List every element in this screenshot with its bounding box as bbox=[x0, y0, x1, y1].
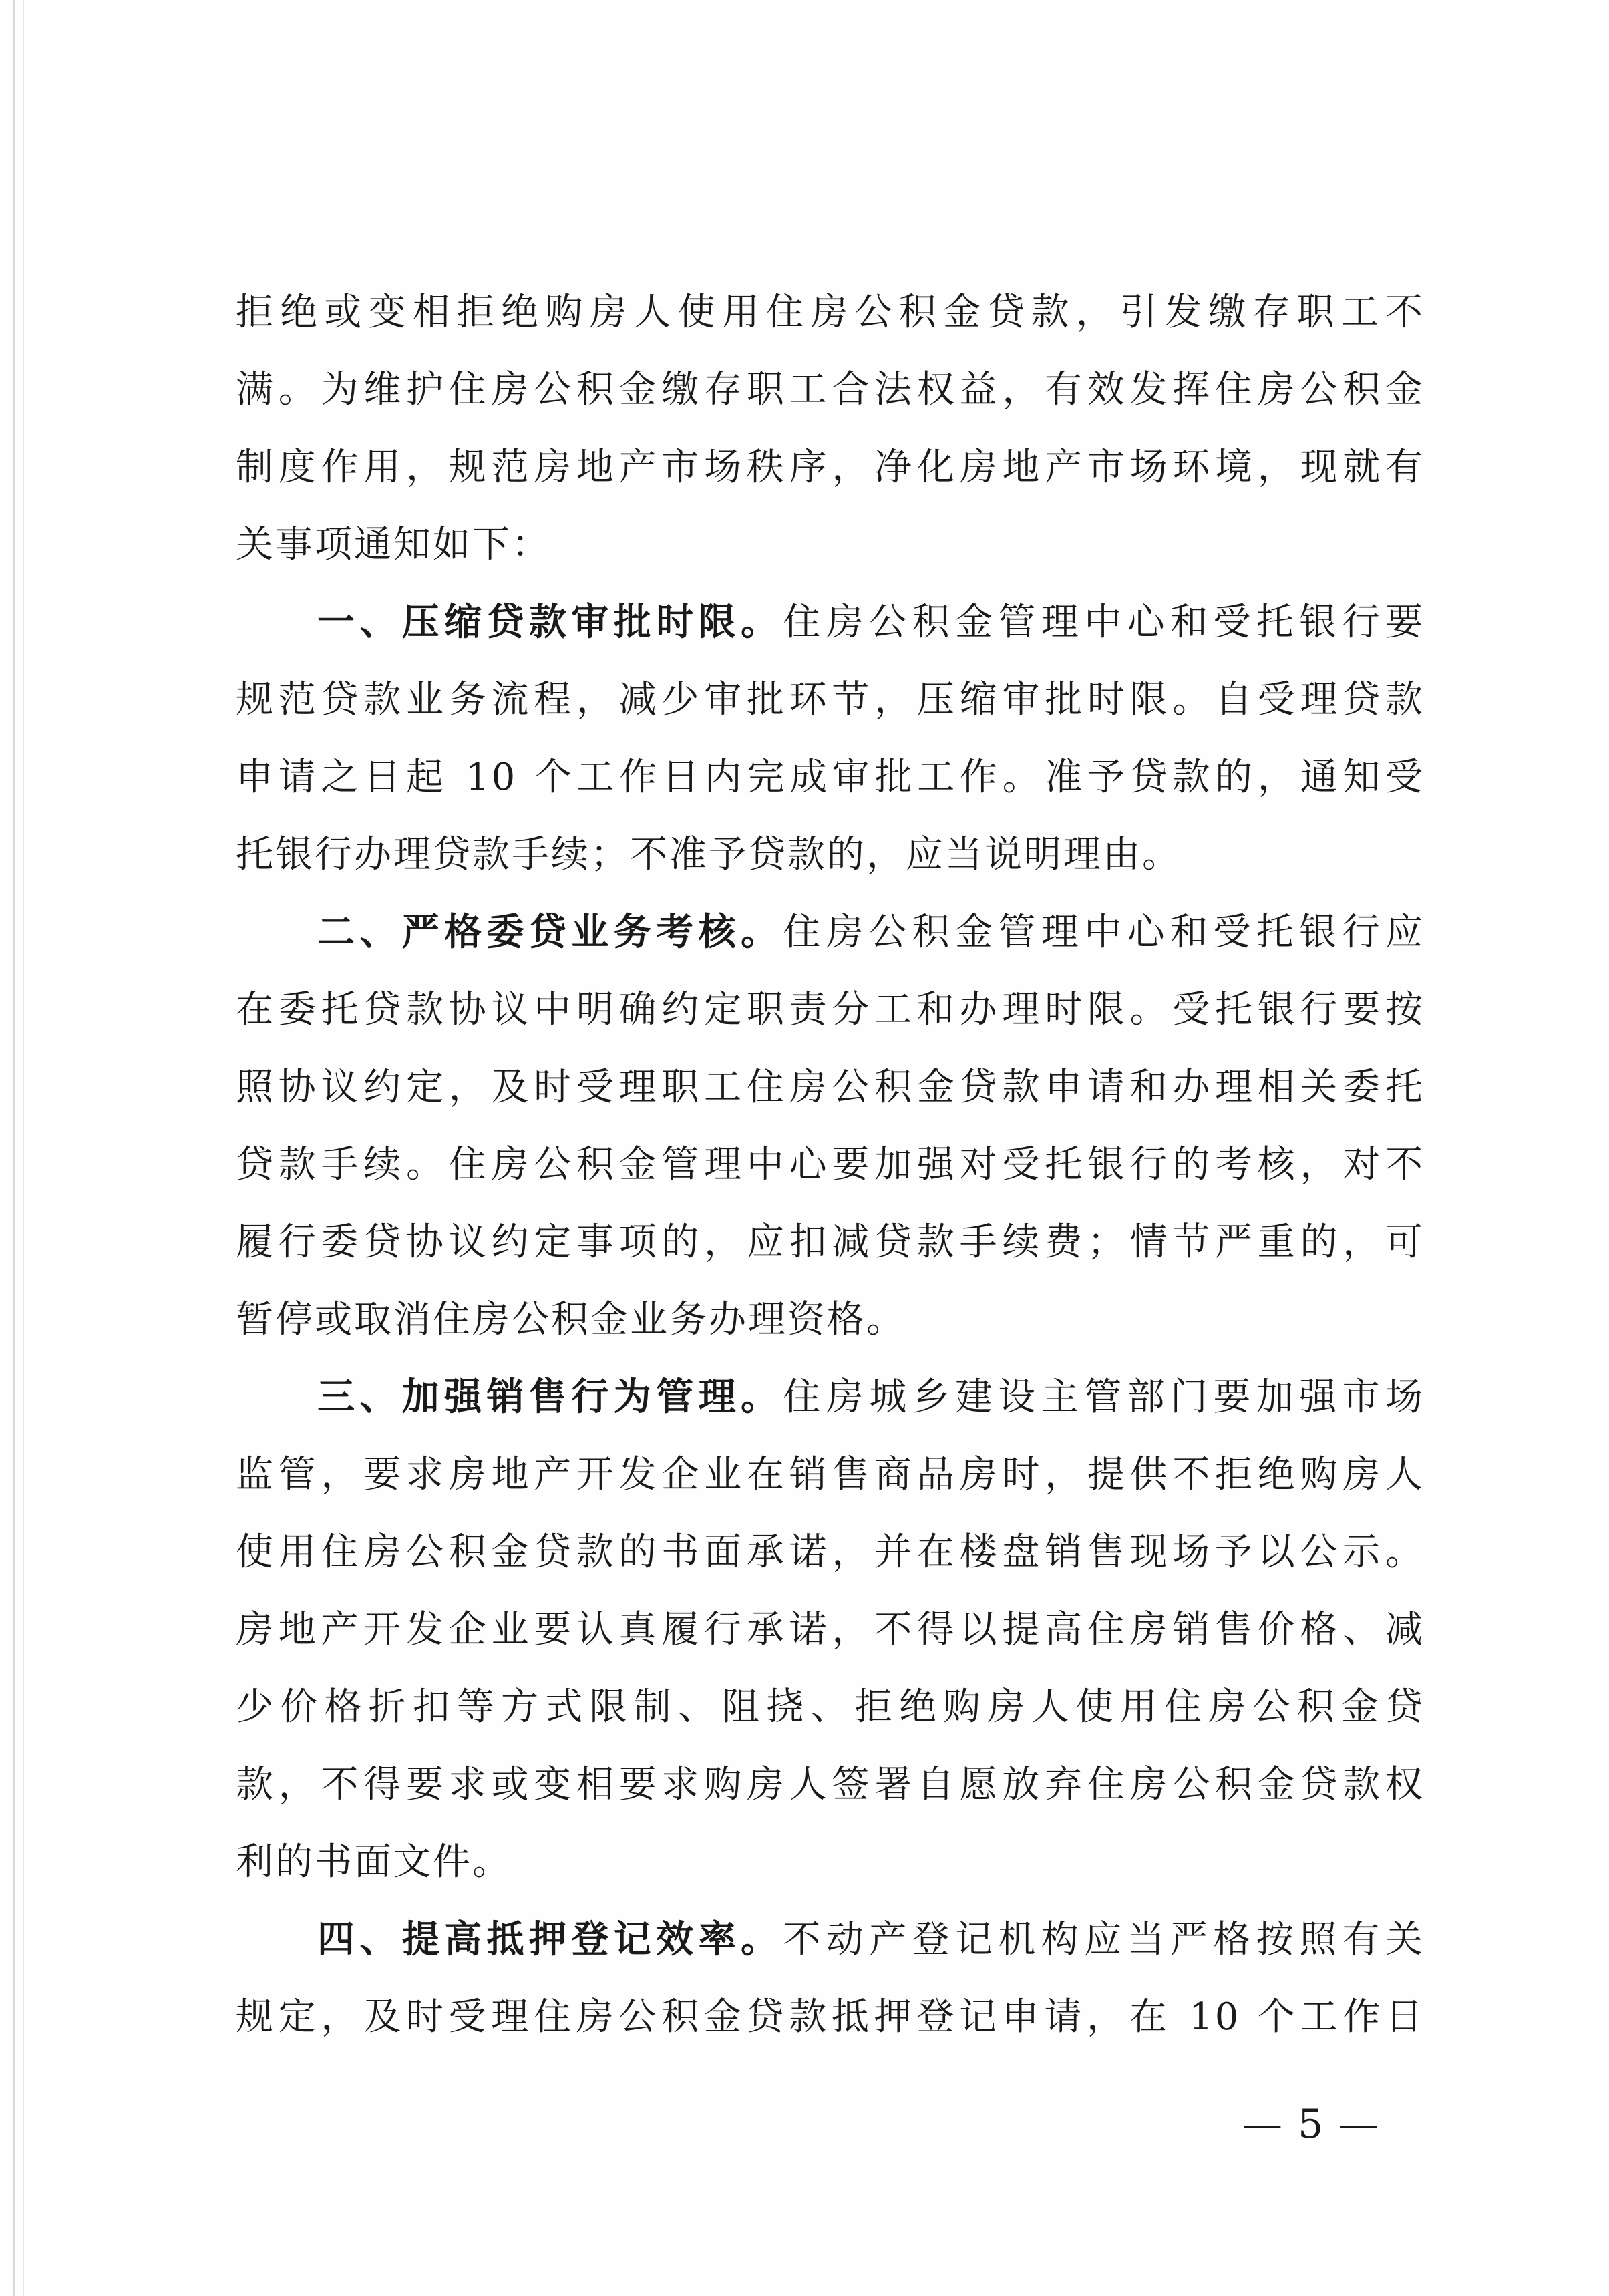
text-line: 照协议约定，及时受理职工住房公积金贷款申请和办理相关委托 bbox=[236, 1065, 1425, 1109]
text-line: 少价格折扣等方式限制、阻挠、拒绝购房人使用住房公积金贷 bbox=[236, 1685, 1425, 1729]
section-heading: 四、提高抵押登记效率。 bbox=[317, 1918, 783, 1961]
text-line: 履行委贷协议约定事项的，应扣减贷款手续费；情节严重的，可 bbox=[236, 1220, 1425, 1264]
section-heading: 三、加强销售行为管理。 bbox=[317, 1375, 783, 1419]
page-number: — 5 — bbox=[1242, 2101, 1381, 2148]
text-line: 满。为维护住房公积金缴存职工合法权益，有效发挥住房公积金 bbox=[236, 368, 1425, 412]
section-1-first-line bbox=[236, 584, 1425, 661]
text-line: 在委托贷款协议中明确约定职责分工和办理时限。受托银行要按 bbox=[236, 988, 1425, 1031]
text-line: 制度作用，规范房地产市场秩序，净化房地产市场环境，现就有 bbox=[236, 446, 1425, 489]
text-line: 使用住房公积金贷款的书面承诺，并在楼盘销售现场予以公示。 bbox=[236, 1530, 1425, 1574]
section-heading: 一、压缩贷款审批时限。 bbox=[317, 601, 783, 644]
text-line: 款，不得要求或变相要求购房人签署自愿放弃住房公积金贷款权 bbox=[236, 1763, 1425, 1806]
text-line: 拒绝或变相拒绝购房人使用住房公积金贷款，引发缴存职工不 bbox=[236, 291, 1425, 334]
text-line: 关事项通知如下： bbox=[236, 523, 551, 566]
text-line: 申请之日起 10 个工作日内完成审批工作。准予贷款的，通知受 bbox=[236, 756, 1425, 799]
section-text: 住房公积金管理中心和受托银行应 bbox=[783, 911, 1425, 954]
section-4-first-line bbox=[236, 1901, 1425, 1979]
scan-edge-shadow bbox=[13, 0, 15, 2296]
text-line: 暂停或取消住房公积金业务办理资格。 bbox=[236, 1298, 906, 1341]
section-text: 住房公积金管理中心和受托银行要 bbox=[783, 601, 1425, 644]
scan-edge-shadow-inner bbox=[23, 0, 24, 2296]
section-heading: 二、严格委贷业务考核。 bbox=[317, 911, 783, 954]
text-line: 房地产开发企业要认真履行承诺，不得以提高住房销售价格、减 bbox=[236, 1608, 1425, 1651]
text-line: 规定，及时受理住房公积金贷款抵押登记申请，在 10 个工作日 bbox=[236, 1995, 1425, 2039]
text-line: 贷款手续。住房公积金管理中心要加强对受托银行的考核，对不 bbox=[236, 1143, 1425, 1186]
section-3-first-line bbox=[236, 1359, 1425, 1436]
text-line: 规范贷款业务流程，减少审批环节，压缩审批时限。自受理贷款 bbox=[236, 678, 1425, 721]
section-text: 住房城乡建设主管部门要加强市场 bbox=[783, 1375, 1425, 1419]
section-text: 不动产登记机构应当严格按照有关 bbox=[783, 1918, 1425, 1961]
text-line: 托银行办理贷款手续；不准予贷款的，应当说明理由。 bbox=[236, 833, 1182, 876]
text-line: 监管，要求房地产开发企业在销售商品房时，提供不拒绝购房人 bbox=[236, 1453, 1425, 1496]
section-2-first-line bbox=[236, 894, 1425, 971]
text-line: 利的书面文件。 bbox=[236, 1840, 512, 1884]
body-text bbox=[236, 274, 1425, 2056]
